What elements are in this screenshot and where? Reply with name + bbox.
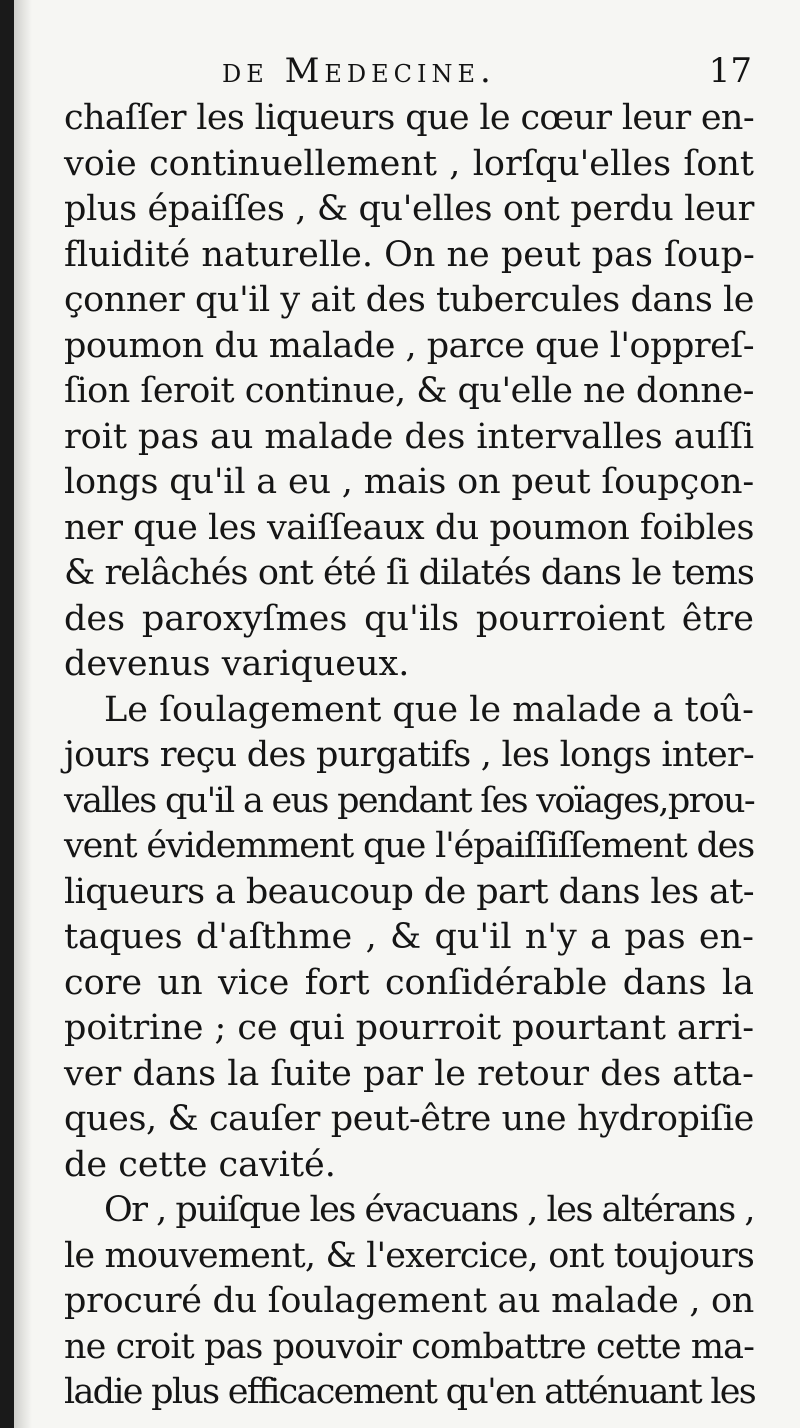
text-line: ladie plus efficacement qu'en atténuant les bbox=[64, 1372, 756, 1412]
text-line: ſion ſeroit continue, & qu'elle ne donne- bbox=[64, 371, 754, 411]
page-number: 17 bbox=[708, 51, 752, 91]
text-line: plus épaiſſes , & qu'elles ont perdu leur bbox=[64, 189, 754, 229]
text-line: poitrine ; ce qui pourroit pourtant arri- bbox=[64, 1008, 754, 1048]
text-line: de cette cavité. bbox=[64, 1144, 336, 1185]
text-line: voie continuellement , lorſqu'elles ſont bbox=[64, 143, 754, 184]
page-header bbox=[14, 46, 800, 96]
text-line: & relâchés ont été ſi dilatés dans le tems bbox=[64, 553, 754, 593]
text-line: valles qu'il a eus pendant ſes voïages,prou- bbox=[64, 780, 754, 821]
text-line: Or , puiſque les évacuans , les altérans , bbox=[104, 1190, 754, 1230]
text-line: longs qu'il a eu , mais on peut ſoupçon- bbox=[64, 462, 754, 502]
text-line: taques d'aſthme , & qu'il n'y a pas en- bbox=[64, 917, 754, 957]
text-line: Le ſoulagement que le malade a toû- bbox=[104, 689, 754, 730]
text-line: çonner qu'il y ait des tubercules dans le bbox=[64, 280, 754, 320]
text-line: poumon du malade , parce que l'oppreſ- bbox=[64, 325, 754, 366]
text-line: le mouvement, & l'exercice, ont toujours bbox=[64, 1235, 754, 1276]
text-line: fluidité naturelle. On ne peut pas ſoup- bbox=[64, 234, 755, 275]
text-line: liqueurs a beaucoup de part dans les at- bbox=[64, 871, 754, 912]
text-line: ver dans la ſuite par le retour des atta- bbox=[64, 1053, 754, 1094]
text-line: core un vice fort conſidérable dans la bbox=[64, 962, 754, 1003]
text-line: chaſſer les liqueurs que le cœur leur en- bbox=[64, 98, 754, 138]
text-line: devenus variqueux. bbox=[64, 644, 410, 684]
book-page bbox=[14, 0, 800, 1428]
text-line: jours reçu des purgatifs , les longs inter- bbox=[64, 735, 754, 775]
text-line: roit pas au malade des intervalles auſſi bbox=[64, 416, 754, 457]
text-line: des paroxyſmes qu'ils pourroient être bbox=[64, 598, 754, 639]
text-line: vent évidemment que l'épaiſſiſſement des bbox=[64, 826, 754, 866]
text-line: procuré du ſoulagement au malade , on bbox=[64, 1281, 754, 1321]
running-title: de Medecine. bbox=[222, 51, 496, 91]
body-text bbox=[64, 96, 754, 1416]
text-line: ner que les vaiſſeaux du poumon foibles bbox=[64, 507, 754, 548]
text-line: ne croit pas pouvoir combattre cette ma- bbox=[64, 1326, 754, 1367]
text-line: ques, & cauſer peut-être une hydropiſie bbox=[64, 1099, 754, 1139]
